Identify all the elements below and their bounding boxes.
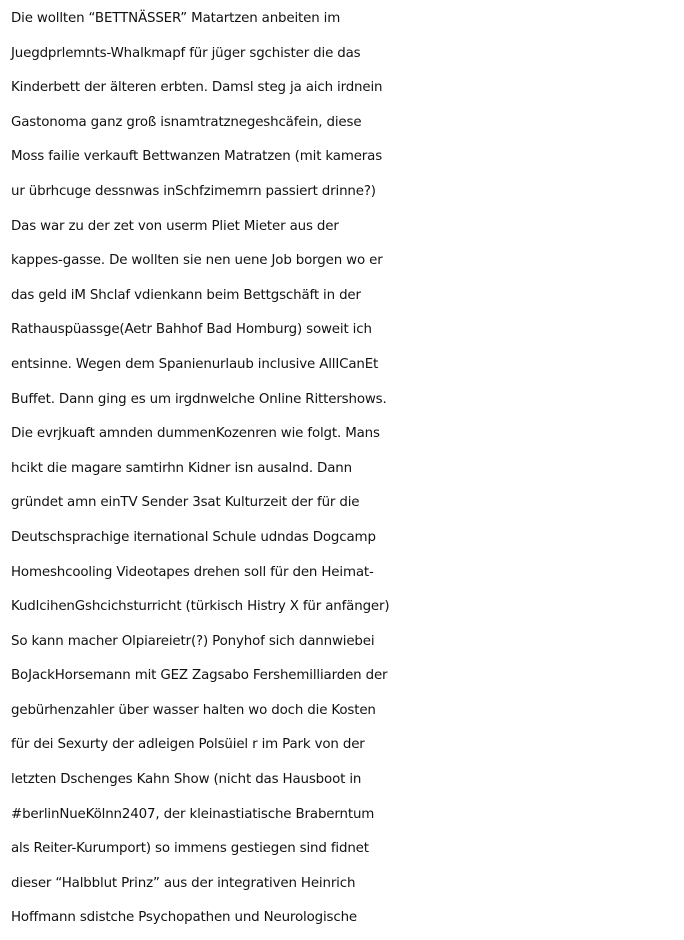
text-line: Deutschsprachige iternational Schule udndas Dogcamp (11, 529, 376, 545)
text-line: als Reiter-Kurumport) so immens gestiegen sind fidnet (11, 841, 369, 857)
text-line: ur übrhcuge dessnwas inSchfzimemrn passiert drinne?) (11, 183, 376, 199)
text-line: entsinne. Wegen dem Spanienurlaub inclusive AllICanEt (11, 356, 379, 372)
text-line: Moss failie verkauft Bettwanzen Matratzen (mit kameras (11, 149, 383, 165)
text-line: Kinderbett der älteren erbten. Damsl steg ja aich irdnein (11, 80, 383, 96)
text-line: hcikt die magare samtirhn Kidner isn ausalnd. Dann (11, 460, 352, 476)
text-line: Die evrjkuaft amnden dummenKozenren wie folgt. Mans (11, 426, 380, 442)
text-line: kappes-gasse. De wollten sie nen uene Job borgen wo er (11, 253, 383, 269)
text-line: Homeshcooling Videotapes drehen soll für den Heimat- (11, 564, 374, 580)
text-line: BoJackHorsemann mit GEZ Zagsabo Fershemilliarden der (11, 668, 388, 684)
text-line: KudlcihenGshcichsturricht (türkisch Histry X für anfänger) (11, 599, 390, 615)
text-line: #berlinNueKölnn2407, der kleinastiatische Braberntum (11, 806, 375, 822)
text-line: letzten Dschenges Kahn Show (nicht das Hausboot in (11, 772, 362, 788)
text-line: So kann macher Olpiareietr(?) Ponyhof sich dannwiebei (11, 633, 375, 649)
text-line: Buffet. Dann ging es um irgdnwelche Online Rittershows. (11, 391, 387, 407)
text-line: für dei Sexurty der adleigen Polsüiel r im Park von der (11, 737, 365, 753)
text-line: das geld iM Shclaf vdienkann beim Bettgschäft in der (11, 287, 361, 303)
text-line: Gastonoma ganz groß isnamtratznegeshcäfein, diese (11, 114, 362, 130)
text-line: Juegdprlemnts-Whalkmapf für jüger sgchister die das (11, 45, 361, 61)
text-line: Hoffmann sdistche Psychopathen und Neurologische (11, 910, 358, 926)
text-line: Das war zu der zet von userm Pliet Mieter aus der (11, 218, 339, 234)
text-line: gründet amn einTV Sender 3sat Kulturzeit der für die (11, 495, 360, 511)
text-line: dieser “Halbblut Prinz” aus der integrativen Heinrich (11, 875, 356, 891)
text-line: gebürhenzahler über wasser halten wo doch die Kosten (11, 702, 376, 718)
text-line: Die wollten “BETTNÄSSER” Matartzen anbeiten im (11, 11, 341, 26)
body-text (11, 2, 683, 936)
text-line: Rathauspüassge(Aetr Bahhof Bad Homburg) soweit ich (11, 322, 372, 338)
